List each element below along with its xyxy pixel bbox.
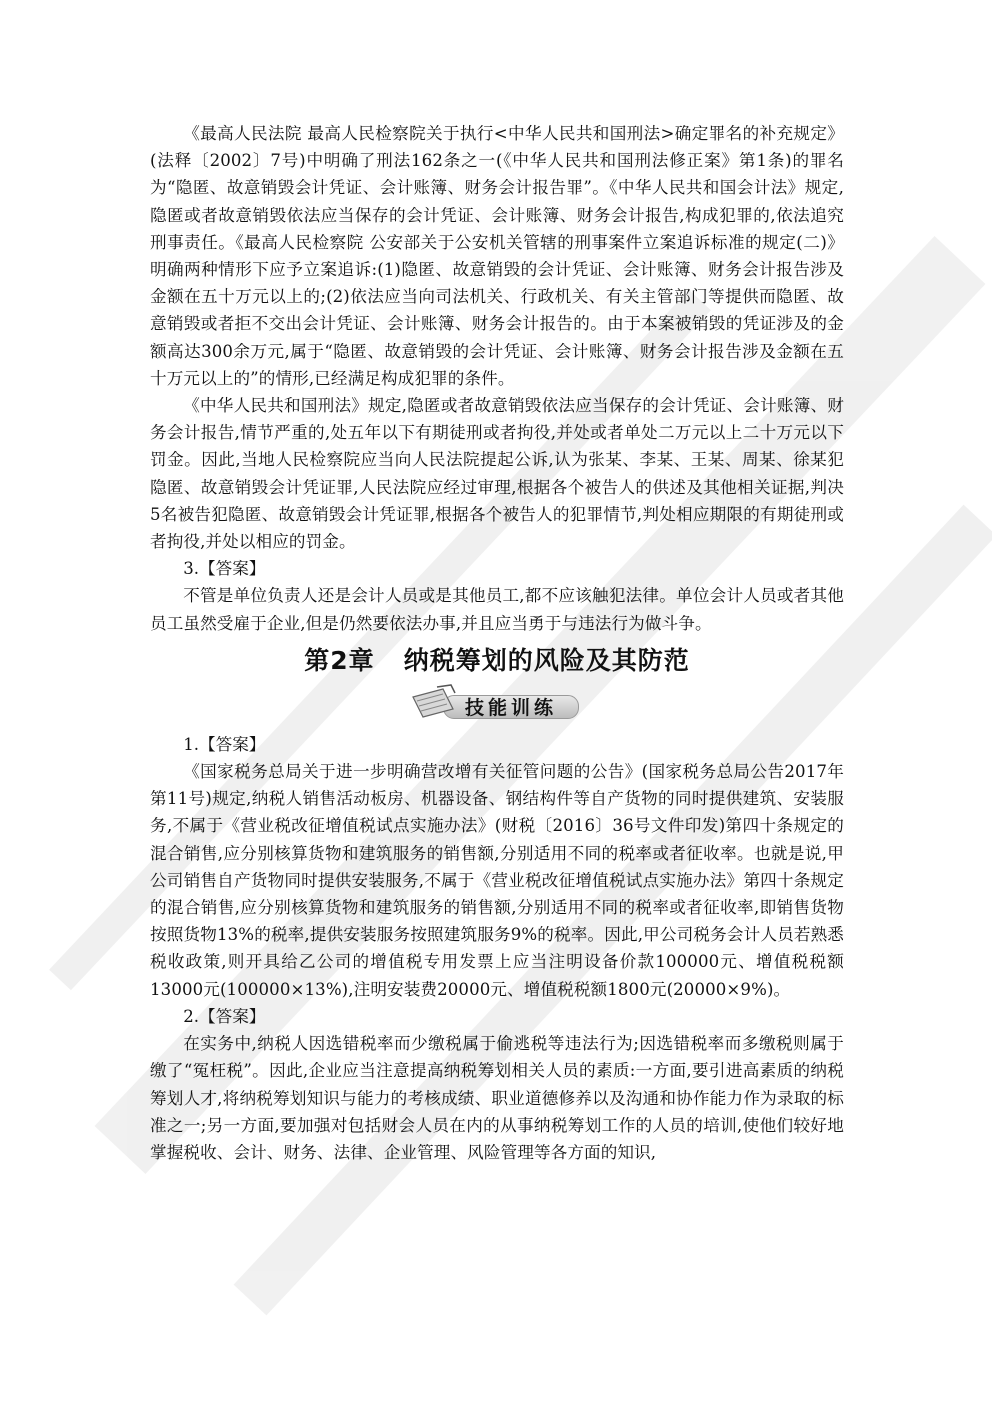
paragraph: 《国家税务总局关于进一步明确营改增有关征管问题的公告》(国家税务总局公告2017年第11号)规定,纳税人销售活动板房、机器设备、钢结构件等自产货物的同时提供建筑、安装服务,不属于《营业税改征增值税试点实施办法》(财税〔2016〕36号文件印发)第四十条规定的混合销售,应分别核算货物和建筑服务的销售额,分别适用不同的税率或者征收率。也就是说,甲公司销售自产货物同时提供安装服务,不属于《营业税改征增值税试点实施办法》第四十条规定的混合销售,应分别核算货物和建筑服务的销售额,分别适用不同的税率或者征收率,即销售货物按照货物13%的税率,提供安装服务按照建筑服务9%的税率。因此,甲公司税务会计人员若熟悉税收政策,则开具给乙公司的增值税专用发票上应当注明设备价款100000元、增值税税额13000元(100000×13%),注明安装费20000元、增值税税额1800元(20000×9%)。 <box>150 762 844 999</box>
chapter-title: 第2章 纳税筹划的风险及其防范 <box>304 645 690 675</box>
answer-label: 1.【答案】 <box>183 734 266 754</box>
paragraph: 不管是单位负责人还是会计人员或是其他员工,都不应该触犯法律。单位会计人员或者其他员工虽然受雇于企业,但是仍然要依法办事,并且应当勇于与违法行为做斗争。 <box>150 586 844 633</box>
paragraph: 在实务中,纳税人因选错税率而少缴税属于偷逃税等违法行为;因选错税率而多缴税则属于缴了“冤枉税”。因此,企业应当注意提高纳税筹划相关人员的素质:一方面,要引进高素质的纳税筹划人才,将纳税筹划知识与能力的考核成绩、职业道德修养以及沟通和协作能力作为录取的标准之一;另一方面,要加强对包括财会人员在内的从事纳税筹划工作的人员的培训,使他们较好地掌握税收、会计、财务、法律、企业管理、风险管理等各方面的知识, <box>150 1034 844 1162</box>
skill-training-banner <box>407 683 587 723</box>
banner-label: 技能训练 <box>465 696 558 719</box>
paragraph: 《最高人民法院 最高人民检察院关于执行<中华人民共和国刑法>确定罪名的补充规定》(法释〔2002〕7号)中明确了刑法162条之一(《中华人民共和国刑法修正案》第1条)的罪名为“隐匿、故意销毁会计凭证、会计账簿、财务会计报告罪”。《中华人民共和国会计法》规定,隐匿或者故意销毁依法应当保存的会计凭证、会计账簿、财务会计报告,构成犯罪的,依法追究刑事责任。《最高人民检察院 公安部关于公安机关管辖的刑事案件立案追诉标准的规定(二)》明确两种情形下应予立案追诉:(1)隐匿、故意销毁的会计凭证、会计账簿、财务会计报告涉及金额在五十万元以上的;(2)依法应当向司法机关、行政机关、有关主管部门等提供而隐匿、故意销毁或者拒不交出会计凭证、会计账簿、财务会计报告的。由于本案被销毁的凭证涉及的金额高达300余万元,属于“隐匿、故意销毁的会计凭证、会计账簿、财务会计报告涉及金额在五十万元以上的”的情形,已经满足构成犯罪的条件。 <box>150 124 844 388</box>
book-icon <box>407 683 467 723</box>
paragraph: 《中华人民共和国刑法》规定,隐匿或者故意销毁依法应当保存的会计凭证、会计账簿、财务会计报告,情节严重的,处五年以下有期徒刑或者拘役,并处或者单处二万元以上二十万元以下罚金。因此,当地人民检察院应当向人民法院提起公诉,认为张某、李某、王某、周某、徐某犯隐匿、故意销毁会计凭证罪,人民法院应经过审理,根据各个被告人的供述及其他相关证据,判决5名被告犯隐匿、故意销毁会计凭证罪,根据各个被告人的犯罪情节,判处相应期限的有期徒刑或者拘役,并处以相应的罚金。 <box>150 396 844 552</box>
answer-label: 3.【答案】 <box>183 559 266 579</box>
page-content <box>150 120 844 1166</box>
answer-label: 2.【答案】 <box>183 1006 266 1026</box>
